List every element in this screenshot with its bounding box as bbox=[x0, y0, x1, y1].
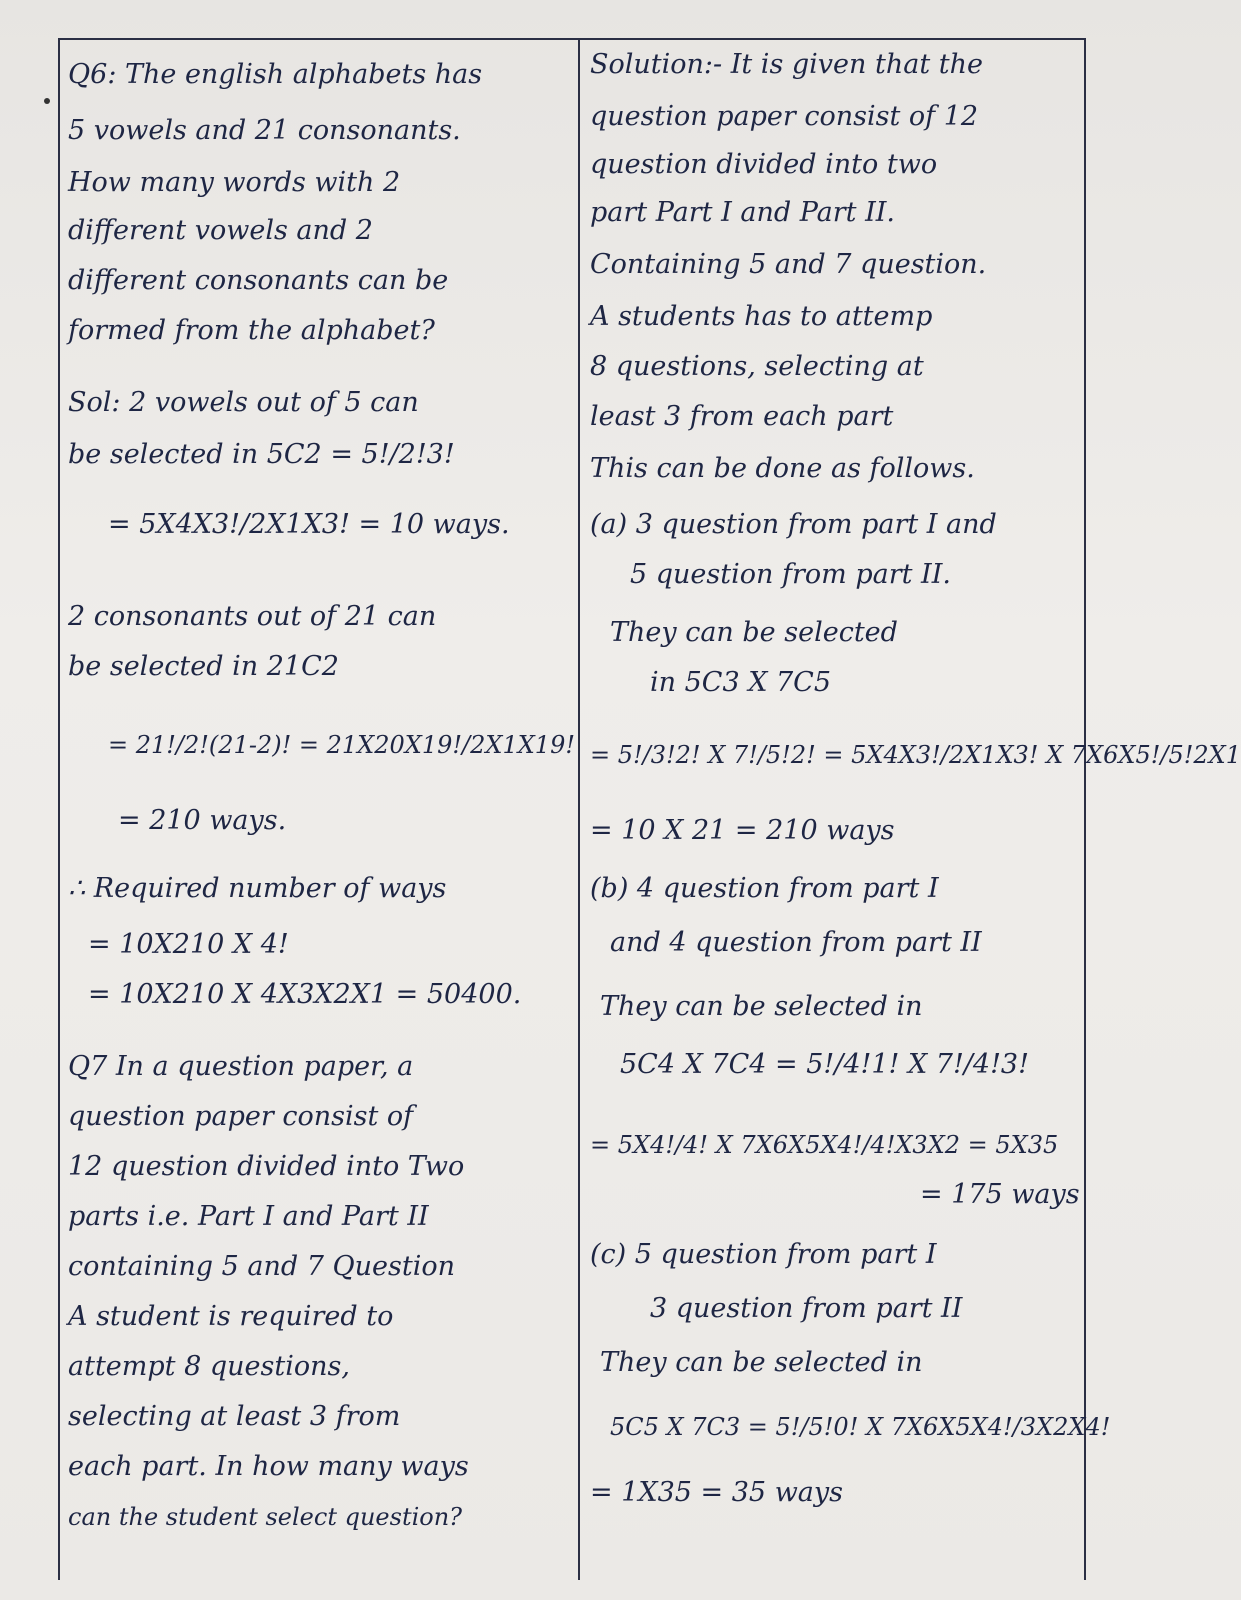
case-b-line-1: (b) 4 question from part I bbox=[590, 873, 939, 904]
solution-line-6: A students has to attemp bbox=[590, 301, 933, 332]
q7-line-9: each part. In how many ways bbox=[68, 1451, 469, 1482]
q7-line-7: attempt 8 questions, bbox=[68, 1351, 350, 1382]
case-a-line-2: 5 question from part II. bbox=[630, 559, 951, 590]
q6-line-4: different vowels and 2 bbox=[68, 215, 373, 246]
q7-line-6: A student is required to bbox=[68, 1301, 394, 1332]
q6-line-1: Q6: The english alphabets has bbox=[68, 59, 483, 90]
sol-step-1: = 5X4X3!/2X1X3! = 10 ways. bbox=[108, 509, 510, 540]
case-b-line-6: = 175 ways bbox=[920, 1179, 1080, 1210]
sol-line-1: Sol: 2 vowels out of 5 can bbox=[68, 387, 419, 418]
case-b-line-5: = 5X4!/4! X 7X6X5X4!/4!X3X2 = 5X35 bbox=[590, 1131, 1059, 1159]
case-a-line-5: = 5!/3!2! X 7!/5!2! = 5X4X3!/2X1X3! X 7X6X5!/5!2X1 bbox=[590, 741, 1241, 769]
case-c-line-4: 5C5 X 7C3 = 5!/5!0! X 7X6X5X4!/3X2X4! bbox=[610, 1413, 1111, 1441]
q6-line-3: How many words with 2 bbox=[68, 167, 401, 198]
margin-dot bbox=[44, 98, 50, 104]
consonant-step: = 21!/2!(21-2)! = 21X20X19!/2X1X19! bbox=[108, 731, 575, 759]
q7-line-4: parts i.e. Part I and Part II bbox=[68, 1201, 429, 1232]
case-a-line-4: in 5C3 X 7C5 bbox=[650, 667, 832, 698]
q7-line-2: question paper consist of bbox=[68, 1101, 414, 1132]
solution-line-8: least 3 from each part bbox=[590, 401, 894, 432]
solution-line-2: question paper consist of 12 bbox=[590, 101, 979, 132]
solution-line-4: part Part I and Part II. bbox=[590, 197, 896, 228]
q7-line-1: Q7 In a question paper, a bbox=[68, 1051, 414, 1082]
case-b-line-3: They can be selected in bbox=[600, 991, 923, 1022]
case-c-line-5: = 1X35 = 35 ways bbox=[590, 1477, 844, 1508]
case-c-line-2: 3 question from part II bbox=[650, 1293, 963, 1324]
sol-line-2: be selected in 5C2 = 5!/2!3! bbox=[68, 439, 455, 470]
frame-top-border bbox=[58, 38, 1086, 40]
solution-line-3: question divided into two bbox=[590, 149, 938, 180]
answer-sheet-frame bbox=[58, 38, 1241, 1580]
q7-line-5: containing 5 and 7 Question bbox=[68, 1251, 455, 1282]
solution-line-1: Solution:- It is given that the bbox=[590, 49, 983, 80]
case-a-line-6: = 10 X 21 = 210 ways bbox=[590, 815, 895, 846]
q6-line-6: formed from the alphabet? bbox=[68, 315, 435, 346]
q6-line-2: 5 vowels and 21 consonants. bbox=[68, 115, 461, 146]
frame-left-border bbox=[58, 38, 60, 1580]
case-b-line-2: and 4 question from part II bbox=[610, 927, 982, 958]
required-line-1: ∴ Required number of ways bbox=[68, 873, 447, 904]
case-a-line-3: They can be selected bbox=[610, 617, 898, 648]
consonant-result: = 210 ways. bbox=[118, 805, 287, 836]
case-a-line-1: (a) 3 question from part I and bbox=[590, 509, 997, 540]
q7-line-3: 12 question divided into Two bbox=[68, 1151, 465, 1182]
frame-right-border bbox=[1084, 38, 1086, 1580]
case-c-line-1: (c) 5 question from part I bbox=[590, 1239, 937, 1270]
consonant-line-2: be selected in 21C2 bbox=[68, 651, 339, 682]
consonant-line-1: 2 consonants out of 21 can bbox=[68, 601, 437, 632]
q6-line-5: different consonants can be bbox=[68, 265, 449, 296]
case-b-line-4: 5C4 X 7C4 = 5!/4!1! X 7!/4!3! bbox=[620, 1049, 1029, 1080]
q7-line-8: selecting at least 3 from bbox=[68, 1401, 401, 1432]
case-c-line-3: They can be selected in bbox=[600, 1347, 923, 1378]
solution-line-5: Containing 5 and 7 question. bbox=[590, 249, 987, 280]
q7-line-10: can the student select question? bbox=[68, 1503, 463, 1531]
required-line-2: = 10X210 X 4! bbox=[88, 929, 289, 960]
required-line-3: = 10X210 X 4X3X2X1 = 50400. bbox=[88, 979, 522, 1010]
solution-line-9: This can be done as follows. bbox=[590, 453, 975, 484]
column-divider bbox=[578, 38, 580, 1580]
solution-line-7: 8 questions, selecting at bbox=[590, 351, 924, 382]
